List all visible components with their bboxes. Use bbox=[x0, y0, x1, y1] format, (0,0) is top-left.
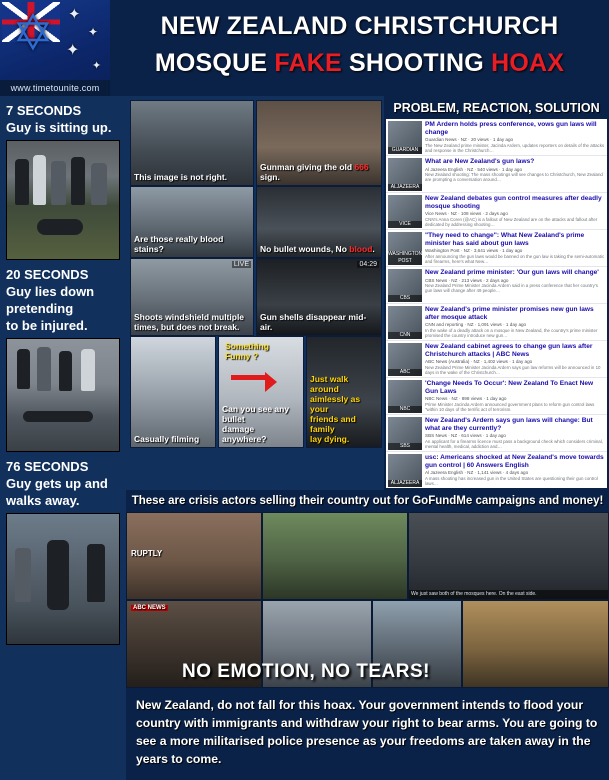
news-text bbox=[425, 454, 605, 486]
man-sitting-up-photo bbox=[6, 140, 120, 260]
news-thumbnail bbox=[388, 195, 422, 228]
news-source-label: NBC bbox=[388, 406, 422, 413]
page-title bbox=[112, 8, 607, 88]
news-results-panel bbox=[384, 96, 609, 490]
actor-watermark: RUPTLY bbox=[131, 549, 163, 558]
news-thumbnail bbox=[388, 158, 422, 191]
clip-casually-filming bbox=[130, 336, 216, 448]
clip-caption: Shoots windshield multiple times, but does not break. bbox=[134, 312, 245, 332]
news-result-row[interactable] bbox=[386, 230, 607, 267]
news-headline[interactable]: "They need to change": What New Zealand's prime minister has said about gun laws bbox=[425, 232, 585, 247]
clip-caption: No bullet wounds, No blood. bbox=[260, 244, 375, 254]
news-snippet: A mass shooting has increased gun in the United States are questioning their gun control laws… bbox=[425, 475, 598, 486]
headline-line-2-part-1: MOSQUE bbox=[154, 49, 275, 77]
flag-star-icon: ✦ bbox=[66, 42, 80, 59]
clip-walk-around bbox=[306, 336, 382, 448]
news-source-label: CBS bbox=[388, 295, 422, 302]
photo-content bbox=[7, 514, 119, 644]
clip-tag: LIVE bbox=[233, 261, 249, 268]
site-url: www.timetounite.com bbox=[0, 80, 110, 96]
sequence-time-2: 20 SECONDS bbox=[6, 267, 89, 282]
news-result-row[interactable] bbox=[386, 452, 607, 488]
news-headline[interactable]: What are New Zealand's gun laws? bbox=[425, 158, 535, 165]
news-result-row[interactable] bbox=[386, 415, 607, 452]
news-text bbox=[425, 269, 605, 301]
news-source-label: CNN bbox=[388, 332, 422, 339]
news-source-label: VICE bbox=[388, 221, 422, 228]
flag-star-icon: ✦ bbox=[88, 25, 99, 39]
news-text bbox=[425, 232, 605, 264]
clip-gun-shells bbox=[256, 258, 382, 336]
news-headline[interactable]: 'Change Needs To Occur': New Zealand To Enact New Gun Laws bbox=[425, 380, 594, 395]
something-funny-label: Something Funny ? bbox=[225, 341, 269, 361]
headline-hoax-word: HOAX bbox=[491, 49, 565, 77]
clip-caption: Are those really blood stains? bbox=[134, 234, 224, 254]
man-walking-away-photo bbox=[6, 513, 120, 645]
news-text bbox=[425, 417, 605, 449]
news-result-row[interactable] bbox=[386, 378, 607, 415]
news-subline: Guardian News · NZ · 20 views · 1 day ago bbox=[425, 137, 514, 143]
news-thumbnail bbox=[388, 232, 422, 265]
news-results-list[interactable] bbox=[386, 119, 607, 488]
header bbox=[0, 0, 609, 96]
sequence-column bbox=[0, 96, 126, 780]
headline-fake-word: FAKE bbox=[274, 49, 342, 77]
clip-tag: 04:29 bbox=[359, 261, 377, 268]
news-snippet: New Zealand Prime Minister Jacinda Ardern said in a press conference that her country's gun laws will change after 49 people… bbox=[425, 283, 598, 294]
news-result-row[interactable] bbox=[386, 119, 607, 156]
news-source-label: ALJAZEERA bbox=[388, 184, 422, 191]
news-source-label: GUARDIAN bbox=[388, 147, 422, 154]
news-subline: Washington Post · NZ · 3,641 views · 1 day ago bbox=[425, 248, 523, 254]
news-result-row[interactable] bbox=[386, 341, 607, 378]
news-result-row[interactable] bbox=[386, 267, 607, 304]
news-snippet: An applicant for a firearms licence must pass a background check which considers criminal, mental health, medical, addiction and… bbox=[425, 438, 603, 449]
news-headline[interactable]: New Zealand debates gun control measures after deadly mosque shooting bbox=[425, 195, 602, 210]
crisis-actors-banner: These are crisis actors selling their country out for GoFundMe campaigns and money! bbox=[126, 490, 609, 512]
sequence-desc-1: Guy is sitting up. bbox=[6, 120, 112, 135]
news-text bbox=[425, 380, 605, 412]
clip-caption: Can you see any bullet damage anywhere? bbox=[222, 404, 290, 444]
news-subline: Al Jazeera English · NZ · 1,141 views · 4 days ago bbox=[425, 470, 529, 476]
news-text bbox=[425, 306, 605, 338]
news-thumbnail bbox=[388, 343, 422, 376]
footer-message: New Zealand, do not fall for this hoax. Your government intends to flood your country with immigrants and withdraw your right to bear arms. You are going to see a more militarised police presence as your freedoms are taken away in the years to come. bbox=[126, 688, 609, 780]
news-result-row[interactable] bbox=[386, 304, 607, 341]
news-subline: ABC News (Australia) · NZ · 1,402 views · 1 day ago bbox=[425, 359, 533, 365]
news-text bbox=[425, 121, 605, 153]
news-headline[interactable]: New Zealand cabinet agrees to change gun laws after Christchurch attacks | ABC News bbox=[425, 343, 593, 358]
news-snippet: New Zealand shooting: The mass shootings will see changes to Christchurch, New Zealand are prompting a conversation around… bbox=[425, 172, 603, 183]
sequence-time-1: 7 SECONDS bbox=[6, 103, 82, 118]
sequence-time-3: 76 SECONDS bbox=[6, 459, 89, 474]
sequence-desc-3a: Guy gets up and bbox=[6, 476, 108, 491]
news-source-label: ABC bbox=[388, 369, 422, 376]
clip-windshield bbox=[130, 258, 254, 336]
news-snippet: New Zealand Prime Minister Jacinda Ardern says gun law reforms will be announced in 10 days in the wake of the Christchurch… bbox=[425, 364, 601, 375]
flag-star-icon: ✦ bbox=[68, 6, 81, 23]
news-result-row[interactable] bbox=[386, 156, 607, 193]
news-source-label: ALJAZEERA bbox=[388, 480, 422, 487]
news-snippet: The New Zealand prime minister, Jacinda Ardern, updates reporters on details of the attacks and response in the Christchurch… bbox=[425, 142, 605, 153]
clip-bullet-damage bbox=[218, 336, 304, 448]
photo-content bbox=[7, 141, 119, 259]
news-thumbnail bbox=[388, 454, 422, 487]
clip-caption: Gunman giving the old 666 sign. bbox=[260, 162, 369, 182]
actor-watermark: ABC NEWS bbox=[133, 605, 166, 611]
actor-two-men-webcam bbox=[408, 512, 609, 600]
news-result-row[interactable] bbox=[386, 193, 607, 230]
clip-666-sign bbox=[256, 100, 382, 186]
news-source-label: SBS bbox=[388, 443, 422, 450]
actor-caption-band: We just saw both of the mosques here. On the east side. bbox=[409, 590, 608, 599]
sequence-desc-2a: Guy lies down bbox=[6, 284, 95, 299]
clip-no-bullet-wounds bbox=[256, 186, 382, 258]
clip-caption: Gun shells disappear mid-air. bbox=[260, 312, 367, 332]
news-snippet: After announcing the gun laws would be banned on the gun law is taking the semi-automatic and firearms, here's what New… bbox=[425, 253, 605, 264]
actor-man-interview-street bbox=[262, 512, 408, 600]
news-subline: CBS News · NZ · 213 views · 2 days ago bbox=[425, 277, 509, 283]
news-headline[interactable]: PM Ardern holds press conference, vows gun laws will change bbox=[425, 121, 597, 136]
new-zealand-flag-icon bbox=[0, 0, 110, 96]
actor-woman-headscarf-interview bbox=[126, 512, 262, 600]
sequence-label-1 bbox=[0, 96, 126, 140]
evidence-clip-grid bbox=[126, 96, 384, 490]
no-emotion-text: NO EMOTION, NO TEARS! bbox=[182, 661, 430, 682]
sequence-desc-3b: walks away. bbox=[6, 493, 80, 508]
news-snippet: Prime Minister Jacinda Ardern announced government plans to reform gun control laws "within 10 days of the terrific act of terrorism. bbox=[425, 401, 595, 412]
news-subline: Al Jazeera English · NZ · 540 views · 1 day ago bbox=[425, 166, 523, 172]
news-subline: CNN and reporting · NZ · 1,091 views · 1 day ago bbox=[425, 322, 527, 328]
headline-line-2-part-2: SHOOTING bbox=[341, 49, 492, 77]
news-subline: NBC News · NZ · 898 views · 1 day ago bbox=[425, 396, 507, 402]
news-headline[interactable]: New Zealand's Ardern says gun laws will change: But what are they currently? bbox=[425, 417, 593, 432]
news-subline: SBS News · NZ · 614 views · 1 day ago bbox=[425, 433, 506, 439]
news-headline[interactable]: usc: Americans shocked at New Zealand's move towards gun control | 60 Answers English bbox=[425, 454, 604, 469]
sequence-desc-2b: pretending bbox=[6, 301, 74, 316]
man-lying-down-photo bbox=[6, 338, 120, 452]
red-arrow-icon bbox=[231, 375, 265, 380]
news-thumbnail bbox=[388, 380, 422, 413]
clip-caption: Casually filming bbox=[134, 434, 200, 444]
news-text bbox=[425, 343, 605, 375]
sequence-label-3 bbox=[0, 452, 126, 513]
news-panel-title: PROBLEM, REACTION, SOLUTION bbox=[393, 101, 600, 115]
news-text bbox=[425, 195, 605, 227]
news-text bbox=[425, 158, 605, 190]
sequence-desc-2c: to be injured. bbox=[6, 318, 88, 333]
news-snippet: CNN's Anna Coren (@AC) is a fallout of New Zealand are on the attacks and fallout after dedicated by addressing shooting… bbox=[425, 216, 598, 227]
news-thumbnail bbox=[388, 417, 422, 450]
star-of-david-icon: ✡ bbox=[12, 5, 54, 61]
clip-caption: This image is not right. bbox=[134, 172, 228, 182]
news-thumbnail bbox=[388, 121, 422, 154]
clip-image-not-right bbox=[130, 100, 254, 186]
photo-content bbox=[7, 339, 119, 451]
headline-line-1: NEW ZEALAND CHRISTCHURCH bbox=[160, 12, 559, 40]
news-source-label: WASHINGTON POST bbox=[388, 251, 422, 264]
news-thumbnail bbox=[388, 306, 422, 339]
news-thumbnail bbox=[388, 269, 422, 302]
clip-caption: Just walk around aimlessly as your friends and family lay dying. bbox=[310, 374, 361, 444]
news-snippet: In the wake of a deadly attack on a mosque in New Zealand, the country's prime minister promised the country introduce new gun… bbox=[425, 327, 598, 338]
news-headline[interactable]: New Zealand prime minister: 'Our gun laws will change' bbox=[425, 269, 599, 276]
news-headline[interactable]: New Zealand's prime minister promises new gun laws after mosque attack bbox=[425, 306, 594, 321]
sequence-label-2 bbox=[0, 260, 126, 338]
clip-blood-stains bbox=[130, 186, 254, 258]
news-subline: Vice News · NZ · 108 views · 2 days ago bbox=[425, 211, 508, 217]
flag-star-icon: ✦ bbox=[92, 60, 102, 72]
